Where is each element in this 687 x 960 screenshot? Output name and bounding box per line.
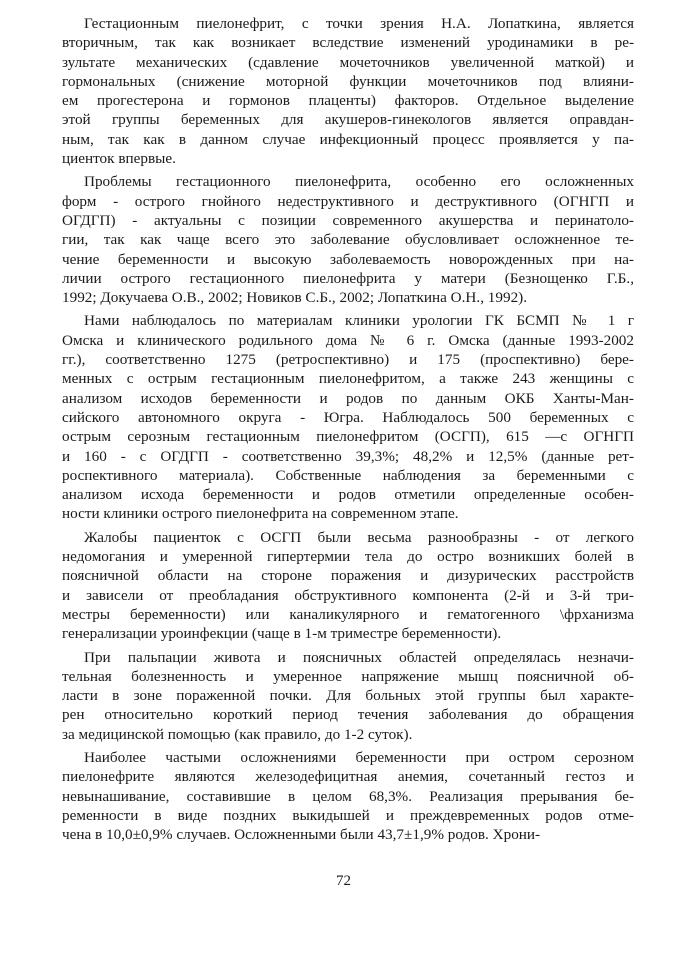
text-line: пиелонефрите являются железодефицитная анемия, сочетанный гестоз и [62, 768, 634, 786]
text-line: местры беременности) или каналикулярного и гематогенного \фрханизма [62, 605, 634, 623]
text-line: невынашивание, составившие в целом 68,3%. Реализация прерывания бе- [62, 787, 634, 805]
text-line: ременности в виде поздних выкидышей и преждевременных родов отме- [62, 806, 634, 824]
text-line: Гестационным пиелонефрит, с точки зрения Н.А. Лопаткина, является [84, 15, 634, 32]
text-line: рен относительно короткий период течения заболевания до обращения [62, 706, 634, 724]
paragraph [62, 748, 634, 844]
text-line: ности клиники острого пиелонефрита на современном этапе. [62, 505, 459, 523]
text-line: тельная болезненность и умеренное напряжение мышц поясничной об- [62, 667, 634, 685]
text-line: острым серозным гестационным пиелонефритом (ОСГП), 615 —с ОГНГП [62, 428, 634, 446]
text-line: форм - острого гнойного недеструктивного и деструктивного (ОГНГП и [62, 192, 634, 210]
text-line: и 160 - с ОГДГП - соответственно 39,3%; 48,2% и 12,5% (данные рет- [62, 447, 634, 465]
text-line: сийского автономного округа - Югра. Наблюдалось 500 беременных с [62, 408, 634, 426]
text-line: ем прогестерона и гормонов плаценты) факторов. Отдельное выделение [62, 92, 634, 110]
text-line: этой группы беременных для акушеров-гинекологов является оправдан- [62, 111, 634, 129]
text-line: Омска и клинического родильного дома № 6 г. Омска (данные 1993-2002 [62, 331, 634, 349]
text-line: Наиболее частыми осложнениями беременности при остром серозном [84, 748, 634, 766]
text-line: анализом исходов беременности и родов по данным ОКБ Ханты-Ман- [62, 389, 634, 407]
text-line: Жалобы пациенток с ОСГП были весьма разнообразны - от легкого [84, 528, 634, 546]
paragraph [62, 648, 634, 744]
paragraph [62, 14, 634, 168]
text-line: Проблемы гестационного пиелонефрита, особенно его осложненных [84, 173, 634, 191]
text-line: менных с острым гестационным пиелонефритом, а также 243 женщины с [62, 370, 634, 388]
paragraph [62, 172, 634, 307]
text-line: личии острого гестационного пиелонефрита у матери (Безнощенко Г.Б., [62, 269, 634, 287]
text-line: 1992; Докучаева О.В., 2002; Новиков С.Б., 2002; Лопаткина О.Н., 1992). [62, 289, 528, 307]
text-line: вторичным, так как возникает вследствие изменений уродинамики в ре- [62, 34, 634, 52]
text-line: за медицинской помощью (как правило, до 1-2 суток). [62, 725, 413, 743]
text-line: При пальпации живота и поясничных областей определялась незначи- [84, 648, 634, 666]
text-line: гии, так как чаще всего это заболевание обусловливает осложненное те- [62, 231, 634, 249]
text-line: роспективного материала). Собственные наблюдения за беременными с [62, 466, 634, 484]
text-line: гг.), соответственно 1275 (ретроспективно) и 175 (проспективно) бере- [62, 351, 634, 369]
text-line: циенток впервые. [62, 150, 176, 168]
paragraph [62, 528, 634, 644]
text-line: Нами наблюдалось по материалам клиники урологии ГК БСМП № 1 г [84, 312, 634, 330]
text-line: анализом исхода беременности и родов отметили определенные особен- [62, 486, 634, 504]
text-line: генерализации уроинфекции (чаще в 1-м триместре беременности). [62, 625, 502, 643]
page-body [62, 14, 634, 848]
page-number: 72 [336, 873, 351, 889]
text-line: ОГДГП) - актуальны с позиции современного акушерства и перинатоло- [62, 211, 634, 229]
text-line: недомогания и умеренной гипертермии тела до остро возникших болей в [62, 548, 634, 566]
text-line: зультате механических (сдавление мочеточников увеличенной маткой) и [62, 53, 634, 71]
text-line: чение беременности и высокую заболеваемость новорожденных при на- [62, 250, 634, 268]
paragraph [62, 311, 634, 523]
text-line: гормональных (снижение моторной функции мочеточников под влияни- [62, 72, 634, 90]
text-line: и зависели от преобладания обструктивного компонента (2-й и 3-й три- [62, 586, 634, 604]
text-line: ным, так как в данном случае инфекционный процесс проявляется у па- [62, 130, 634, 148]
text-line: чена в 10,0±0,9% случаев. Осложненными были 43,7±1,9% родов. Хрони- [62, 826, 541, 844]
text-block [62, 14, 634, 844]
text-line: поясничной области на стороне поражения и дизурических расстройств [62, 567, 634, 585]
text-line: ласти в зоне пораженной почки. Для больных этой группы был характе- [62, 687, 634, 705]
